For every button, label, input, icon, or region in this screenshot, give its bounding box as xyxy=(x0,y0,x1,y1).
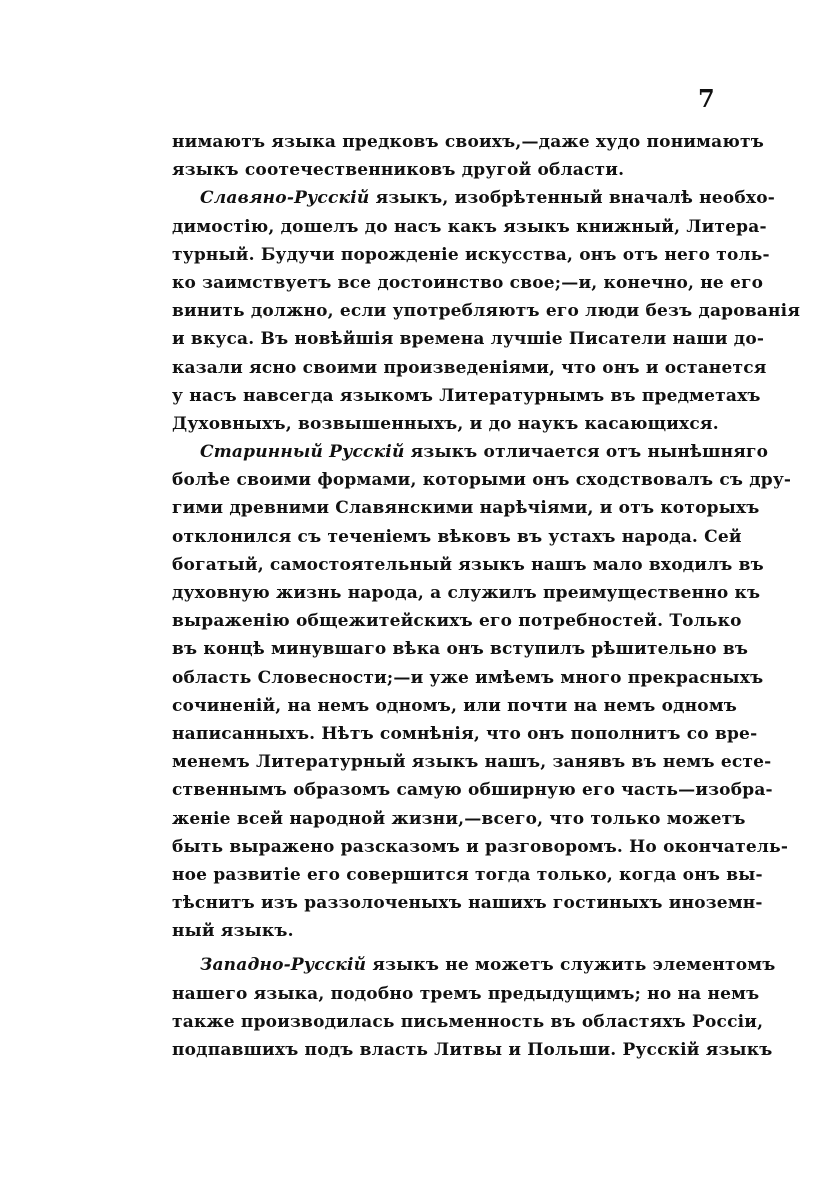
text-line: сочиненій, на немъ одномъ, или почти на немъ одномъ xyxy=(172,695,738,716)
text-line: болѣе своими формами, которыми онъ сходствовалъ съ дру- xyxy=(172,470,792,491)
text-line: димостію, дошелъ до насъ какъ языкъ книжный, Литера- xyxy=(172,216,767,237)
text-line: тѣснитъ изъ раззолоченыхъ нашихъ гостиныхъ иноземн- xyxy=(172,893,763,914)
text-line: подпавшихъ подъ власть Литвы и Польши. Русскій языкъ xyxy=(172,1040,773,1060)
text-line: ный языкъ. xyxy=(172,921,294,942)
page-number: 7 xyxy=(698,84,715,113)
text-line: языкъ соотечественниковъ другой области. xyxy=(172,160,625,181)
paragraph xyxy=(172,184,801,438)
text-line: также производилась письменность въ областяхъ Россіи, xyxy=(172,1011,764,1032)
text-line: гими древними Славянскими нарѣчіями, и отъ которыхъ xyxy=(172,498,760,519)
paragraph xyxy=(172,951,776,1064)
text-line: женіе всей народной жизни,—всего, что только можетъ xyxy=(172,808,746,829)
text-line: въ концѣ минувшаго вѣка онъ вступилъ рѣшительно въ xyxy=(172,639,749,660)
paragraph xyxy=(172,438,792,945)
text-line: Западно-Русскій языкъ не можетъ служить элементомъ xyxy=(200,955,776,976)
text-line: нимаютъ языка предковъ своихъ,—даже худо понимаютъ xyxy=(172,132,764,152)
text-line: область Словесности;—и уже имѣемъ много прекрасныхъ xyxy=(172,667,764,688)
text-line: богатый, самостоятельный языкъ нашъ мало входилъ въ xyxy=(172,554,764,575)
italic-term: Западно-Русскій xyxy=(200,955,367,976)
text-line: и вкуса. Въ новѣйшія времена лучшіе Писатели наши до- xyxy=(172,329,765,350)
body-text xyxy=(172,128,801,1064)
text-line: нашего языка, подобно тремъ предыдущимъ; но на немъ xyxy=(172,983,760,1004)
text-line: Старинный Русскій языкъ отличается отъ нынѣшняго xyxy=(200,442,769,463)
text-line: Славяно-Русскій языкъ, изобрѣтенный вначалѣ необхо- xyxy=(200,188,776,209)
text-line: менемъ Литературный языкъ нашъ, занявъ въ немъ есте- xyxy=(172,752,772,773)
text-line: ное развитіе его совершится тогда только, когда онъ вы- xyxy=(172,864,763,885)
text-line: написанныхъ. Нѣтъ сомнѣнія, что онъ пополнитъ со вре- xyxy=(172,723,758,744)
text-line: духовную жизнь народа, а служилъ преимущественно къ xyxy=(172,583,761,603)
text-line: казали ясно своими произведеніями, что онъ и останется xyxy=(172,357,767,378)
text-line: у насъ навсегда языкомъ Литературнымъ въ предметахъ xyxy=(172,385,761,406)
text-line: выраженію общежитейскихъ его потребностей. Только xyxy=(172,611,742,632)
text-line: быть выражено разсказомъ и разговоромъ. Но окончатель- xyxy=(172,836,789,857)
text-line: винить должно, если употребляютъ его люди безъ дарованія xyxy=(172,301,801,322)
text-line: турный. Будучи порожденіе искусства, онъ отъ него толь- xyxy=(172,244,770,265)
text-line: Духовныхъ, возвышенныхъ, и до наукъ касающихся. xyxy=(172,413,719,434)
paragraph xyxy=(172,128,764,184)
text-line: ственнымъ образомъ самую обширную его часть—изобра- xyxy=(172,780,773,801)
italic-term: Старинный Русскій xyxy=(200,442,405,463)
text-line: ко заимствуетъ все достоинство свое;—и, конечно, не его xyxy=(172,272,764,293)
text-line: отклонился съ теченіемъ вѣковъ въ устахъ народа. Сей xyxy=(172,526,742,547)
italic-term: Славяно-Русскій xyxy=(200,188,370,209)
